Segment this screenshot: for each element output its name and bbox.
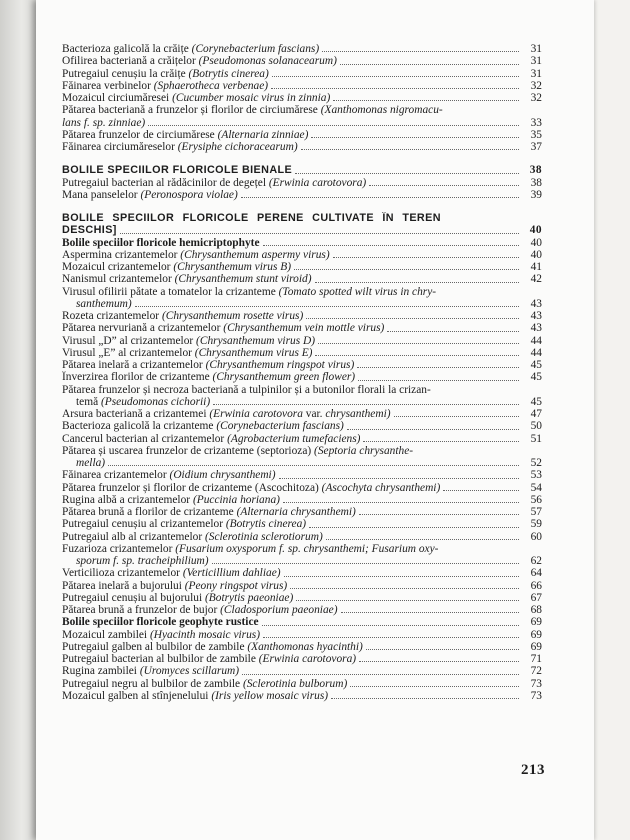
page-number: 44 bbox=[530, 346, 542, 359]
page-number: 39 bbox=[530, 188, 542, 201]
toc-entry-e36: Pătarea brună a frunzelor de bujor (Cladosporium paeoniae) 68 bbox=[62, 604, 542, 616]
page-number: 43 bbox=[530, 297, 542, 310]
toc-entry-e18: Virusul „E” al crizantemelor (Chrysanthemum virus E) 44 bbox=[62, 346, 542, 359]
page-number: 73 bbox=[530, 689, 542, 702]
toc-entry-e14-line2: santhemum) 43 bbox=[76, 297, 542, 310]
page-number: 60 bbox=[530, 530, 542, 543]
leader-dots bbox=[326, 539, 519, 540]
toc-entry-e23: Bacterioza galicolă la crizanteme (Corynebacterium fascians) 50 bbox=[62, 420, 542, 433]
toc-entry-e29: Pătarea brună a florilor de crizanteme (Alternaria chrysanthemi) 57 bbox=[62, 506, 542, 518]
leader-dots bbox=[290, 588, 519, 589]
toc-entry-e32-line2: sporum f. sp. tracheiphilium) 62 bbox=[76, 555, 542, 567]
page-number: 56 bbox=[530, 493, 542, 506]
toc-entry-e11: Aspermina crizantemelor (Chrysanthemum aspermy virus) 40 bbox=[62, 248, 542, 261]
leader-dots bbox=[331, 698, 519, 699]
toc-entry-e22: Arsura bacteriană a crizantemei (Erwinia carotovora var. chrysanthemi) 47 bbox=[62, 408, 542, 420]
page-number: 45 bbox=[530, 371, 542, 384]
leader-dots bbox=[359, 514, 519, 515]
leader-dots bbox=[263, 245, 519, 246]
page-number: 45 bbox=[530, 359, 542, 371]
toc-entry-e40: Rugina zambilei (Uromyces scillarum) 72 bbox=[62, 665, 542, 678]
toc-entry-e42: Mozaicul galben al stînjenelului (Iris yellow mosaic virus) 73 bbox=[62, 689, 542, 702]
leader-dots bbox=[387, 331, 519, 332]
leader-dots bbox=[315, 355, 519, 356]
toc-entry-e21-line1: Pătarea frunzelor și necroza bacteriană a tulpinilor și a butonilor florali la crizan- bbox=[62, 383, 431, 396]
page-number: 31 bbox=[530, 67, 542, 80]
leader-dots bbox=[333, 257, 519, 258]
page-number: 43 bbox=[530, 322, 542, 335]
toc-entry-e35: Putregaiul cenușiu al bujorului (Botrytis paeoniae) 67 bbox=[62, 591, 542, 604]
toc-entry-e16: Pătarea nervuriană a crizantemelor (Chrysanthemum vein mottle virus) 43 bbox=[62, 322, 542, 335]
page-number: 62 bbox=[530, 555, 542, 567]
toc-entry-e32-line1: Fuzarioza crizantemelor (Fusarium oxysporum f. sp. chrysanthemi; Fusarium oxy- bbox=[62, 542, 439, 555]
toc-entry-e6-line2: lans f. sp. zinniae) 33 bbox=[62, 116, 542, 129]
leader-dots bbox=[295, 173, 519, 174]
toc-entry-e34: Pătarea inelară a bujorului (Peony ringspot virus) 66 bbox=[62, 579, 542, 592]
leader-dots bbox=[241, 197, 519, 198]
page-number: 64 bbox=[530, 567, 542, 580]
page-number: 38 bbox=[529, 164, 542, 177]
toc-entry-e21-line2: temă (Pseudomonas cichorii) 45 bbox=[76, 395, 542, 408]
page-number: 54 bbox=[530, 481, 542, 494]
leader-dots bbox=[347, 429, 519, 430]
page-number: 40 bbox=[530, 248, 542, 261]
leader-dots bbox=[315, 282, 520, 283]
leader-dots bbox=[341, 612, 519, 613]
leader-dots bbox=[135, 306, 519, 307]
toc-entry-e19: Pătarea inelară a crizantemelor (Chrysanthemum ringspot virus) 45 bbox=[62, 359, 542, 371]
subsection-hemicriptophyte: Bolile speciilor floricole hemicriptophyte 40 bbox=[62, 236, 542, 249]
toc-entry-e33: Verticilioza crizantemelor (Verticillium dahliae) 64 bbox=[62, 567, 542, 580]
leader-dots bbox=[363, 441, 519, 442]
page-number: 41 bbox=[530, 261, 542, 273]
leader-dots bbox=[296, 600, 519, 601]
leader-dots bbox=[443, 490, 519, 491]
page-number: 40 bbox=[529, 224, 542, 237]
leader-dots bbox=[358, 380, 519, 381]
toc-entry-e39: Putregaiul bacterian al bulbilor de zambile (Erwinia carotovora) 71 bbox=[62, 653, 542, 665]
leader-dots bbox=[322, 51, 519, 52]
page-number: 38 bbox=[530, 176, 542, 189]
page-number: 31 bbox=[530, 43, 542, 55]
toc-entry-e6-line1: Pătarea bacteriană a frunzelor și florilor de circiumărese (Xanthomonas nigromacu- bbox=[62, 104, 443, 117]
toc-entry-e14-line1: Virusul ofilirii pătate a tomatelor la crizanteme (Tomato spotted wilt virus in chry- bbox=[62, 285, 437, 298]
leader-dots bbox=[279, 478, 519, 479]
page-number: 33 bbox=[530, 116, 542, 129]
page-number: 32 bbox=[530, 92, 542, 104]
toc-entry-e27: Pătarea frunzelor și florilor de crizanteme (Ascochitoza) (Ascochyta chrysanthemi) 54 bbox=[62, 481, 542, 494]
leader-dots bbox=[148, 125, 519, 126]
section-heading-perene-line2: DESCHIS] 40 bbox=[62, 224, 542, 237]
page-number: 44 bbox=[530, 334, 542, 347]
toc-entry-e8: Făinarea circiumăreselor (Erysiphe cichoracearum) 37 bbox=[62, 141, 542, 153]
leader-dots bbox=[309, 527, 519, 528]
page-number: 40 bbox=[530, 236, 542, 249]
page-number: 47 bbox=[530, 408, 542, 420]
page-number: 31 bbox=[530, 55, 542, 68]
toc-entry-e28: Rugina albă a crizantemelor (Puccinia horiana) 56 bbox=[62, 493, 542, 506]
toc-entry-e7: Pătarea frunzelor de circiumărese (Alternaria zinniae) 35 bbox=[62, 128, 542, 141]
toc-entry-e30: Putregaiul cenușiu al crizantemelor (Botrytis cinerea) 59 bbox=[62, 518, 542, 531]
toc-entry-e25-line2: mella) 52 bbox=[76, 457, 542, 469]
leader-dots bbox=[120, 233, 519, 234]
toc-entry-e2: Ofilirea bacteriană a crăițelor (Pseudomonas solanacearum) 31 bbox=[62, 55, 542, 68]
page-number: 37 bbox=[530, 141, 542, 153]
leader-dots bbox=[357, 367, 519, 368]
leader-dots bbox=[318, 343, 519, 344]
leader-dots bbox=[340, 64, 519, 65]
toc-entry-e9: Putregaiul bacterian al rădăcinilor de degețel (Erwinia carotovora) 38 bbox=[62, 176, 542, 189]
toc-entry-e24: Cancerul bacterian al crizantemelor (Agrobacterium tumefaciens) 51 bbox=[62, 432, 542, 445]
page-number: 43 bbox=[530, 310, 542, 322]
page-number: 57 bbox=[530, 506, 542, 518]
toc-entry-e26: Făinarea crizantemelor (Oidium chrysanthemi) 53 bbox=[62, 469, 542, 482]
leader-dots bbox=[366, 649, 519, 650]
leader-dots bbox=[283, 502, 519, 503]
leader-dots bbox=[333, 100, 519, 101]
section-heading-perene-line1: BOLILE SPECIILOR FLORICOLE PERENE CULTIVATE ÎN TEREN bbox=[62, 212, 441, 224]
toc-entry-e10: Mana panselelor (Peronospora violae) 39 bbox=[62, 188, 542, 201]
page-number: 59 bbox=[530, 518, 542, 531]
page-number: 73 bbox=[530, 677, 542, 690]
leader-dots bbox=[212, 563, 519, 564]
toc-entry-e4: Făinarea verbinelor (Sphaerotheca verbenae) 32 bbox=[62, 79, 542, 92]
leader-dots bbox=[294, 269, 519, 270]
subsection-geophyte: Bolile speciilor floricole geophyte rustice 69 bbox=[62, 616, 542, 629]
leader-dots bbox=[271, 88, 519, 89]
toc-entry-e5: Mozaicul circiumăresei (Cucumber mosaic virus in zinnia) 32 bbox=[62, 92, 542, 104]
leader-dots bbox=[284, 576, 519, 577]
toc-entry-e38: Putregaiul galben al bulbilor de zambile (Xanthomonas hyacinthi) 69 bbox=[62, 640, 542, 653]
toc-entry-e15: Rozeta crizantemelor (Chrysanthemum rosette virus) 43 bbox=[62, 310, 542, 322]
page-number: 32 bbox=[530, 79, 542, 92]
section-heading-bienale: BOLILE SPECIILOR FLORICOLE BIENALE 38 bbox=[62, 164, 542, 177]
page-number: 51 bbox=[530, 432, 542, 445]
leader-dots bbox=[213, 404, 519, 405]
page-number: 69 bbox=[530, 616, 542, 629]
leader-dots bbox=[359, 661, 519, 662]
leader-dots bbox=[311, 137, 519, 138]
page-number: 68 bbox=[530, 604, 542, 616]
toc-entry-e1: Bacterioza galicolă la crăițe (Corynebacterium fascians) 31 bbox=[62, 43, 542, 55]
leader-dots bbox=[108, 465, 519, 466]
leader-dots bbox=[394, 416, 519, 417]
toc-entry-e41: Putregaiul negru al bulbilor de zambile (Sclerotinia bulborum) 73 bbox=[62, 677, 542, 690]
leader-dots bbox=[301, 149, 519, 150]
book-spine-shadow bbox=[0, 0, 36, 840]
page-number: 50 bbox=[530, 420, 542, 433]
leader-dots bbox=[262, 625, 519, 626]
page-number: 71 bbox=[530, 653, 542, 665]
page-number: 72 bbox=[530, 665, 542, 678]
page-number: 42 bbox=[530, 273, 542, 286]
page-number: 45 bbox=[530, 395, 542, 408]
toc-entry-e20: Înverzirea florilor de crizanteme (Chrysanthemum green flower) 45 bbox=[62, 371, 542, 384]
page-number: 66 bbox=[530, 579, 542, 592]
leader-dots bbox=[242, 674, 519, 675]
page-number: 53 bbox=[530, 469, 542, 482]
page-number: 52 bbox=[530, 457, 542, 469]
page-number: 35 bbox=[530, 128, 542, 141]
leader-dots bbox=[369, 185, 519, 186]
leader-dots bbox=[306, 318, 519, 319]
leader-dots bbox=[272, 76, 519, 77]
toc-entry-e37: Mozaicul zambilei (Hyacinth mosaic virus) 69 bbox=[62, 628, 542, 641]
toc-entry-e13: Nanismul crizantemelor (Chrysanthemum stunt viroid) 42 bbox=[62, 273, 542, 286]
toc-entry-e12: Mozaicul crizantemelor (Chrysanthemum virus B) 41 bbox=[62, 261, 542, 273]
page-folio-number: 213 bbox=[521, 762, 545, 778]
page-number: 67 bbox=[530, 591, 542, 604]
table-of-contents bbox=[62, 43, 542, 702]
toc-entry-e31: Putregaiul alb al crizantemelor (Sclerotinia sclerotiorum) 60 bbox=[62, 530, 542, 543]
toc-entry-e25-line1: Pătarea și uscarea frunzelor de crizanteme (septorioza) (Septoria chrysanthe- bbox=[62, 444, 414, 457]
leader-dots bbox=[263, 637, 519, 638]
toc-entry-e17: Virusul „D” al crizantemelor (Chrysanthemum virus D) 44 bbox=[62, 334, 542, 347]
toc-entry-e3: Putregaiul cenușiu la crăițe (Botrytis cinerea) 31 bbox=[62, 67, 542, 80]
page-number: 69 bbox=[530, 628, 542, 641]
leader-dots bbox=[350, 686, 519, 687]
page-number: 69 bbox=[530, 640, 542, 653]
